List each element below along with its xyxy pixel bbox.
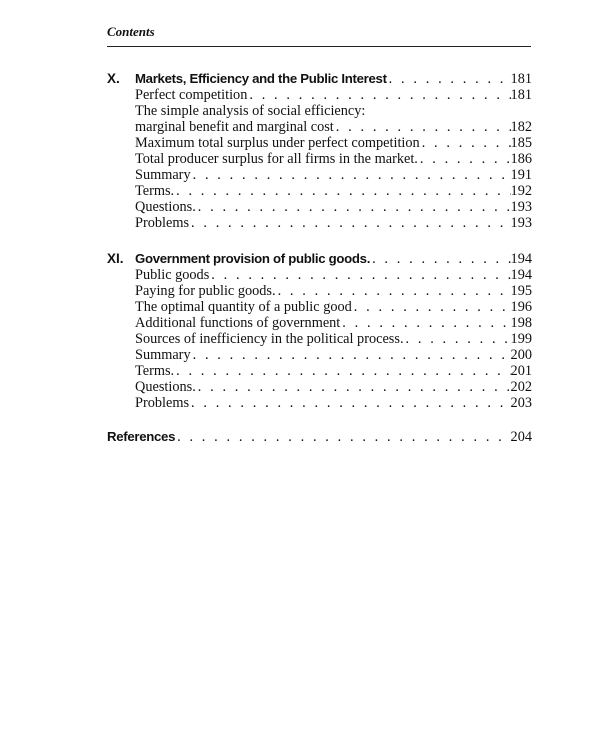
toc-entry[interactable] (135, 151, 532, 167)
toc-entry[interactable] (135, 135, 532, 151)
toc-entry-page: 194 (510, 267, 532, 283)
toc-entry-page: 199 (510, 331, 532, 347)
header-rule (107, 46, 531, 47)
toc-entry-page: 203 (510, 395, 532, 411)
chapter-11-number: XI. (107, 251, 124, 266)
dot-leader (191, 167, 511, 183)
dot-leader (352, 299, 511, 315)
dot-leader (247, 87, 510, 103)
toc-entry-page: 196 (510, 299, 532, 315)
chapter-11-page: 194 (510, 251, 532, 267)
toc-entry[interactable] (135, 379, 532, 395)
dot-leader (387, 71, 511, 87)
toc-entry-label: Sources of inefficiency in the political process. (135, 331, 404, 347)
toc-entry-page: 193 (510, 215, 532, 231)
dot-leader (175, 429, 510, 445)
dot-leader (174, 183, 510, 199)
toc-entry[interactable] (135, 347, 532, 363)
toc-entry[interactable] (135, 119, 532, 135)
toc-entry[interactable] (135, 331, 532, 347)
toc-entry-label: Paying for public goods. (135, 283, 276, 299)
toc-entry-page: 186 (510, 151, 532, 167)
dot-leader (370, 251, 510, 267)
chapter-10-title: Markets, Efficiency and the Public Interest (135, 71, 387, 86)
toc-entry-label: The optimal quantity of a public good (135, 299, 352, 315)
toc-entry-label: Summary (135, 167, 191, 183)
toc-entry[interactable] (135, 199, 532, 215)
dot-leader (340, 315, 510, 331)
chapter-11-title: Government provision of public goods. (135, 251, 371, 266)
chapter-10-page: 181 (510, 71, 532, 87)
running-header-title: Contents (107, 24, 155, 39)
toc-entry-label: Questions. (135, 379, 196, 395)
toc-entry-label: The simple analysis of social efficiency: (135, 103, 366, 119)
toc-entry-page: 201 (510, 363, 532, 379)
toc-entry-label: Summary (135, 347, 191, 363)
toc-entry-page: 192 (510, 183, 532, 199)
toc-entry-page: 195 (510, 283, 532, 299)
toc-entry-page: 200 (510, 347, 532, 363)
dot-leader (276, 283, 511, 299)
dot-leader (209, 267, 510, 283)
dot-leader (418, 151, 511, 167)
references-entry[interactable] (107, 429, 532, 445)
toc-entry[interactable] (135, 215, 532, 231)
toc-entry-label: marginal benefit and marginal cost (135, 119, 334, 135)
toc-entry-label: Problems (135, 395, 190, 411)
dot-leader (196, 379, 511, 395)
chapter-10-heading[interactable] (135, 71, 532, 87)
dot-leader (189, 215, 511, 231)
toc-entry-page: 198 (510, 315, 532, 331)
toc-entry[interactable] (135, 363, 532, 379)
dot-leader (174, 363, 510, 379)
chapter-11-heading[interactable] (135, 251, 532, 267)
toc-entry[interactable] (135, 183, 532, 199)
dot-leader (191, 347, 511, 363)
toc-entry-label: Total producer surplus for all firms in the market. (135, 151, 418, 167)
toc-entry-label: Problems (135, 215, 190, 231)
toc-entry-label: Perfect competition (135, 87, 248, 103)
dot-leader (189, 395, 511, 411)
toc-entry[interactable] (135, 167, 532, 183)
toc-entry-label: Maximum total surplus under perfect competition (135, 135, 420, 151)
toc-entry[interactable] (135, 283, 532, 299)
toc-entry[interactable] (135, 267, 532, 283)
references-title: References (107, 429, 176, 444)
toc-entry-label: Additional functions of government (135, 315, 341, 331)
references-page: 204 (510, 429, 532, 445)
toc-entry-label: Public goods (135, 267, 210, 283)
dot-leader (196, 199, 511, 215)
toc-entry[interactable] (135, 315, 532, 331)
dot-leader (404, 331, 511, 347)
chapter-10-number: X. (107, 71, 120, 86)
toc-entry-page: 191 (510, 167, 532, 183)
toc-entry-label: Terms. (135, 183, 175, 199)
toc-entry-page: 181 (510, 87, 532, 103)
toc-entry-label: Questions. (135, 199, 196, 215)
dot-leader (420, 135, 511, 151)
toc-entry-page: 185 (510, 135, 532, 151)
toc-entry-page: 182 (510, 119, 532, 135)
toc-entry-page: 202 (510, 379, 532, 395)
toc-entry[interactable] (135, 395, 532, 411)
toc-entry-page: 193 (510, 199, 532, 215)
dot-leader (334, 119, 511, 135)
toc-entry-label: Terms. (135, 363, 175, 379)
toc-entry[interactable] (135, 87, 532, 103)
toc-entry[interactable] (135, 299, 532, 315)
